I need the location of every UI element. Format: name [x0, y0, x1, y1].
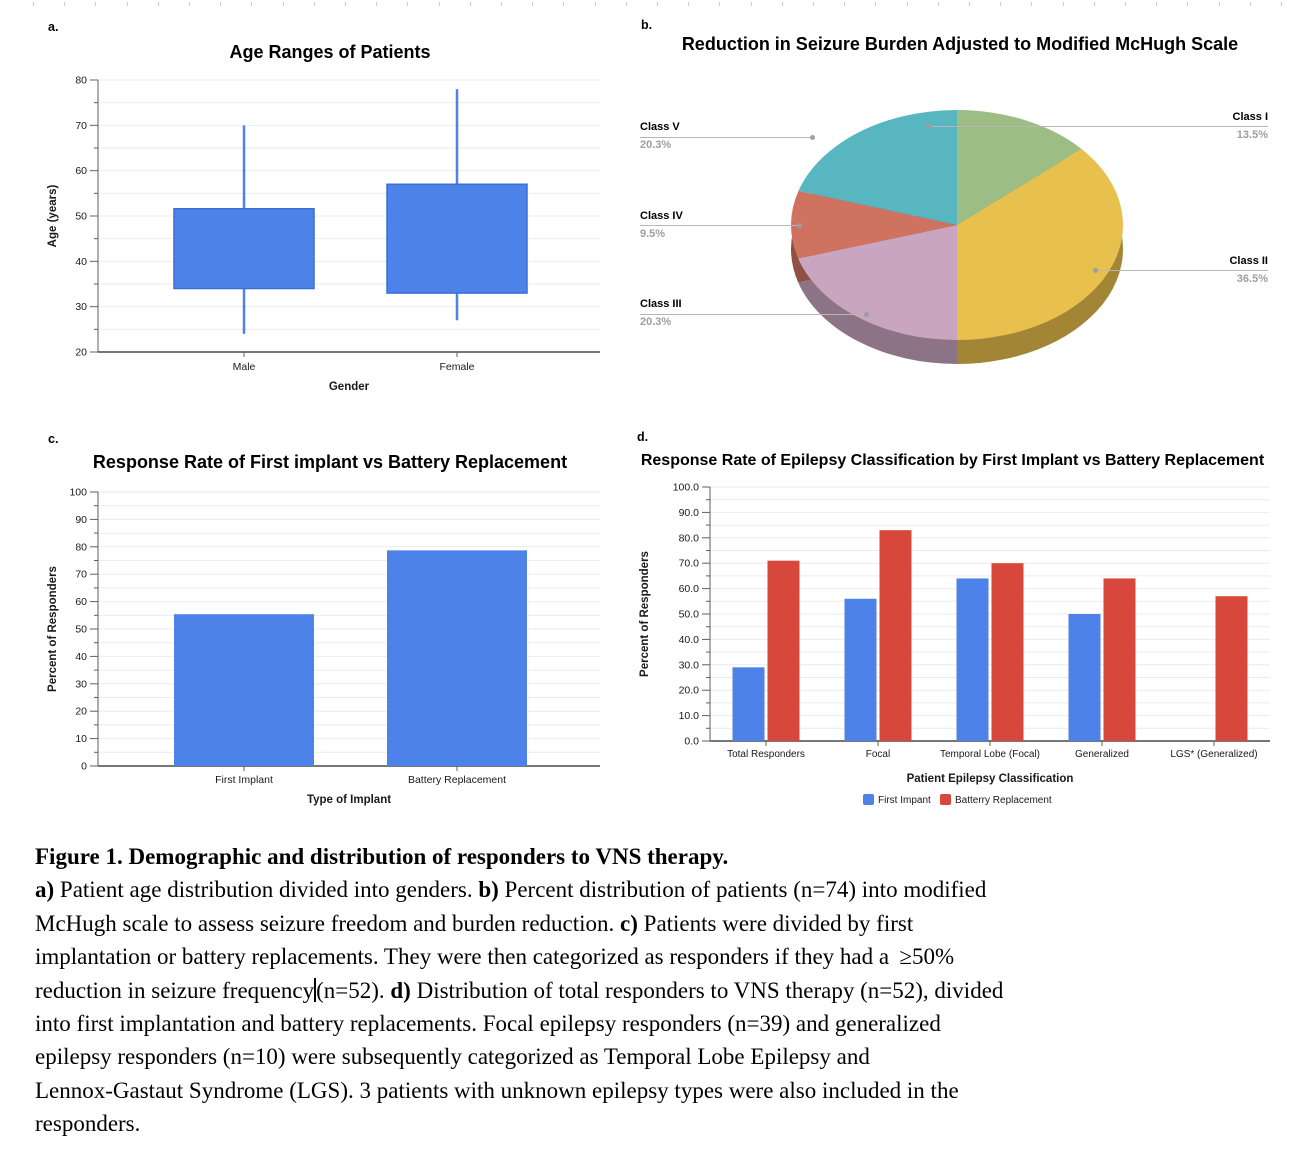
bar-total-responders-battery-replacement: [768, 561, 800, 741]
y-axis-title: Percent of Responders: [47, 566, 59, 692]
ruler-tick: [532, 2, 533, 6]
y-tick-label: 0: [81, 760, 87, 773]
caption-text: reduction in seizure frequency: [35, 977, 315, 1003]
ruler-tick: [1281, 2, 1282, 6]
caption-text: epilepsy responders (n=10) were subsequently categorized as Temporal Lobe Epilepsy and: [35, 1044, 870, 1070]
y-tick-label: 60: [75, 596, 87, 609]
x-tick-label: Total Responders: [727, 749, 805, 760]
caption-line: [35, 907, 1285, 940]
x-tick-label: LGS* (Generalized): [1170, 749, 1258, 760]
x-axis-title: Patient Epilepsy Classification: [906, 773, 1074, 785]
ruler-tick: [1000, 2, 1001, 6]
caption-text: into first implantation and battery replacements. Focal epilepsy responders (n=39) and generalized: [35, 1011, 941, 1037]
pie-label-percent: 13.5%: [1236, 129, 1268, 141]
ruler-tick: [907, 2, 908, 6]
caption-panel-ref: b): [478, 877, 499, 903]
figure-caption: [35, 840, 1285, 1141]
y-tick-label: 50.0: [678, 608, 699, 621]
ruler-tick: [376, 2, 377, 6]
caption-line: [35, 940, 1285, 973]
caption-text: (n=52).: [316, 977, 391, 1003]
ruler-tick: [1031, 2, 1032, 6]
legend-label: First Impant: [878, 795, 931, 806]
caption-panel-ref: a): [35, 877, 55, 903]
caption-line: [35, 1007, 1285, 1040]
x-tick-label: First Implant: [215, 774, 273, 786]
pie-leader-dot-class-v: [810, 135, 815, 140]
ruler-tick: [439, 2, 440, 6]
chart-b-title: Reduction in Seizure Burden Adjusted to Modified McHugh Scale: [681, 34, 1239, 54]
bar-1: [174, 614, 314, 766]
caption-line: [35, 873, 1285, 906]
ruler-tick: [595, 2, 596, 6]
caption-line: [35, 974, 1285, 1007]
y-tick-label: 40.0: [678, 633, 699, 646]
pie-label-name: Class II: [1229, 255, 1268, 267]
ruler-tick: [844, 2, 845, 6]
panel-b-letter: b.: [641, 18, 653, 32]
pie-label-name: Class IV: [640, 210, 683, 222]
box-female: [387, 184, 527, 293]
caption-title: Figure 1. Demographic and distribution of responders to VNS therapy.: [35, 844, 729, 869]
caption-text: Distribution of total responders to VNS therapy (n=52), divided: [410, 977, 1004, 1003]
ruler-tick: [283, 2, 284, 6]
caption-line: [35, 1040, 1285, 1073]
ruler-tick: [64, 2, 65, 6]
caption-text: Patient age distribution divided into genders.: [54, 877, 479, 903]
y-tick-label: 10: [75, 733, 87, 746]
ruler-tick: [782, 2, 783, 6]
legend-swatch-battery-replacement: [940, 794, 951, 805]
y-tick-label: 10.0: [678, 710, 699, 723]
caption-body: [35, 873, 1285, 1140]
legend: [863, 794, 1052, 806]
ruler-tick: [1156, 2, 1157, 6]
x-tick-label: Battery Replacement: [407, 774, 507, 786]
bar-lgs-generalized--battery-replacement: [1216, 596, 1248, 741]
caption-text: McHugh scale to assess seizure freedom and burden reduction.: [35, 910, 621, 936]
legend-label: Batterry Replacement: [955, 795, 1052, 806]
y-tick-label: 30: [75, 301, 87, 314]
y-tick-label: 0.0: [684, 735, 699, 748]
ruler-tick: [95, 2, 96, 6]
caption-text: Percent distribution of patients (n=74) into modified: [498, 877, 987, 903]
y-tick-label: 20: [75, 346, 87, 359]
ruler-tick: [470, 2, 471, 6]
x-tick-label: Focal: [865, 749, 891, 760]
y-tick-label: 20.0: [678, 684, 699, 697]
ruler-tick: [657, 2, 658, 6]
panel-a-letter: a.: [48, 20, 59, 34]
ruler-tick: [813, 2, 814, 6]
x-axis-title: Type of Implant: [306, 794, 392, 806]
caption-text: Patients were divided by first: [637, 910, 914, 936]
y-tick-label: 80: [75, 74, 87, 87]
pie-leader-dot-class-ii: [1093, 268, 1098, 273]
y-tick-label: 50: [75, 210, 87, 223]
caption-panel-ref: c): [620, 910, 638, 936]
ruler-tick: [251, 2, 252, 6]
caption-line: [35, 1107, 1285, 1140]
pie-label-class-i: [1080, 110, 1268, 143]
chart-a-title: Age Ranges of Patients: [229, 42, 431, 62]
y-tick-label: 40: [75, 650, 87, 663]
ruler-tick: [688, 2, 689, 6]
caption-panel-ref: d): [390, 977, 411, 1003]
caption-text: Lennox-Gastaut Syndrome (LGS). 3 patients with unknown epilepsy types were also included in the: [35, 1077, 959, 1103]
ruler-tick: [563, 2, 564, 6]
chart-d-grouped-bar: [630, 468, 1300, 820]
pie-leader-dot-class-iii: [864, 312, 869, 317]
ruler-tick: [501, 2, 502, 6]
y-tick-label: 50: [75, 623, 87, 636]
y-tick-label: 80.0: [678, 532, 699, 545]
ruler-tick: [938, 2, 939, 6]
x-tick-label: Temporal Lobe (Focal): [939, 749, 1041, 760]
pie-label-percent: 20.3%: [640, 139, 672, 151]
pie-label-class-iii: [640, 297, 682, 330]
panel-d-letter: d.: [637, 430, 649, 444]
ruler-tick: [1094, 2, 1095, 6]
y-tick-label: 70.0: [678, 557, 699, 570]
y-tick-label: 80: [75, 541, 87, 554]
caption-text: responders.: [35, 1111, 141, 1137]
x-tick-label: Female: [439, 361, 475, 373]
x-axis-title: Gender: [328, 381, 370, 393]
ruler-tick: [314, 2, 315, 6]
ruler-tick: [127, 2, 128, 6]
bar-focal-first-implant: [845, 599, 877, 741]
ruler-tick: [1187, 2, 1188, 6]
pie-label-class-iv: [640, 209, 683, 242]
box-male: [174, 209, 314, 289]
pie-leader-dot-class-iv: [797, 223, 802, 228]
y-tick-label: 30: [75, 678, 87, 691]
y-axis-title: Age (years): [47, 184, 59, 248]
ruler-tick: [1219, 2, 1220, 6]
ruler-tick: [1063, 2, 1064, 6]
pie-label-percent: 9.5%: [640, 228, 666, 240]
bar-generalized-first-implant: [1069, 614, 1101, 741]
y-tick-label: 30.0: [678, 659, 699, 672]
x-tick-label: Male: [232, 361, 256, 373]
ruler-tick: [189, 2, 190, 6]
pie-label-percent: 20.3%: [640, 316, 672, 328]
y-tick-label: 100: [69, 486, 87, 499]
bar-focal-battery-replacement: [880, 530, 912, 741]
caption-line: [35, 1074, 1285, 1107]
ruler-tick: [875, 2, 876, 6]
chart-d-title: Response Rate of Epilepsy Classification by First Implant vs Battery Replacement: [640, 452, 1265, 469]
bar-temporal-lobe-focal--first-implant: [957, 578, 989, 741]
pie-label-name: Class III: [640, 298, 682, 310]
ruler-tick: [158, 2, 159, 6]
chart-a-boxplot: [40, 35, 620, 410]
pie-label-name: Class I: [1232, 111, 1268, 123]
ruler-tick: [1250, 2, 1251, 6]
panel-c-letter: c.: [48, 432, 59, 446]
ruler-tick: [1125, 2, 1126, 6]
ruler-tick: [33, 2, 34, 6]
y-tick-label: 90.0: [678, 506, 699, 519]
caption-text: implantation or battery replacements. They were then categorized as responders if they had a ≥50%: [35, 944, 955, 970]
chart-c-title: Response Rate of First implant vs Battery Replacement: [92, 452, 568, 472]
pie-leader-dot-class-i: [926, 124, 931, 129]
ruler-tick: [626, 2, 627, 6]
y-axis-title: Percent of Responders: [639, 551, 651, 677]
chart-c-bar: [40, 472, 620, 820]
pie-label-class-v: [640, 120, 680, 153]
y-tick-label: 70: [75, 568, 87, 581]
y-tick-label: 70: [75, 119, 87, 132]
ruler-tick: [969, 2, 970, 6]
ruler-tick: [751, 2, 752, 6]
y-tick-label: 90: [75, 513, 87, 526]
bar-total-responders-first-implant: [733, 667, 765, 741]
pie-label-name: Class V: [640, 121, 680, 133]
pie-label-class-ii: [1080, 254, 1268, 287]
ruler-tick: [719, 2, 720, 6]
y-tick-label: 60.0: [678, 583, 699, 596]
ruler-tick: [220, 2, 221, 6]
ruler-tick: [407, 2, 408, 6]
y-tick-label: 60: [75, 165, 87, 178]
pie-label-percent: 36.5%: [1236, 273, 1268, 285]
y-tick-label: 20: [75, 705, 87, 718]
bar-generalized-battery-replacement: [1104, 578, 1136, 741]
x-tick-label: Generalized: [1075, 749, 1129, 760]
legend-swatch-first-implant: [863, 794, 874, 805]
y-tick-label: 40: [75, 255, 87, 268]
bar-2: [387, 550, 527, 766]
ruler-tick: [345, 2, 346, 6]
bar-temporal-lobe-focal--battery-replacement: [992, 563, 1024, 741]
y-tick-label: 100.0: [672, 481, 699, 494]
